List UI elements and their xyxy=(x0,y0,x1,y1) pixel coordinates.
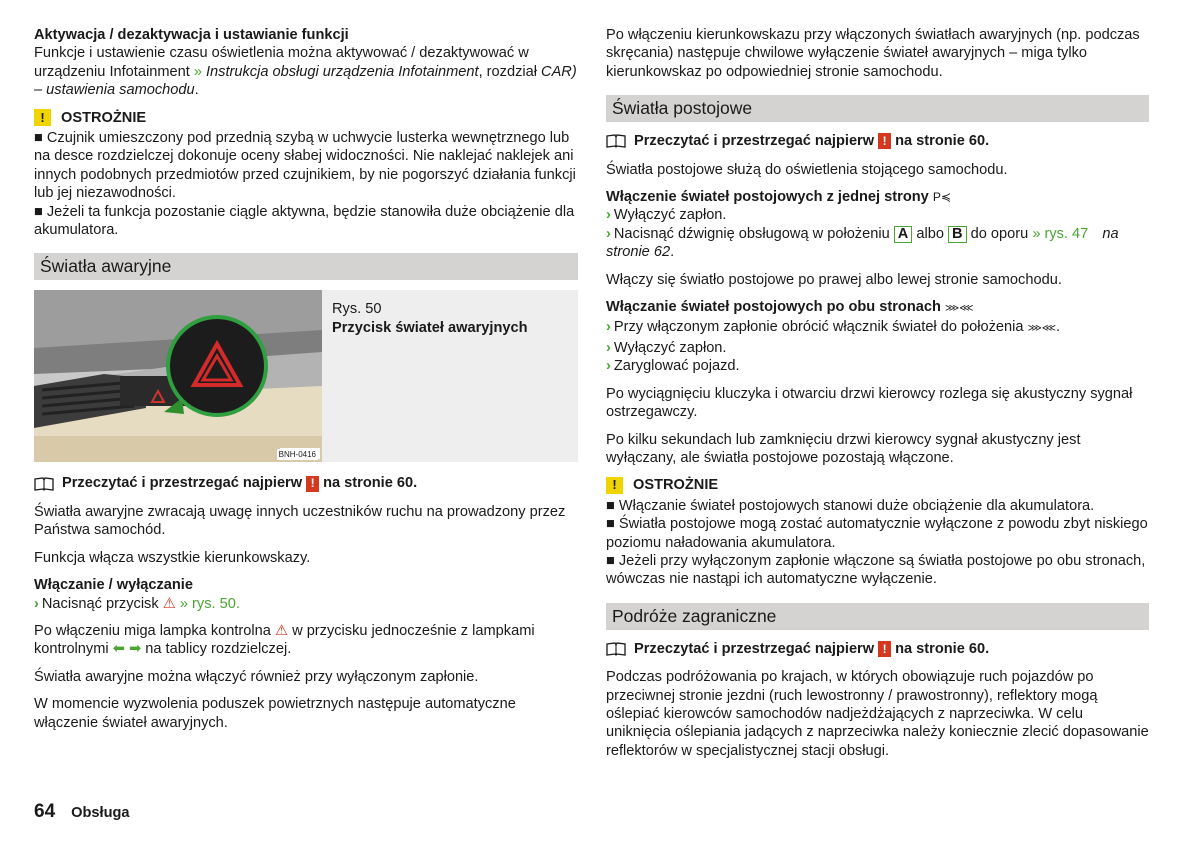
dashboard-illustration xyxy=(34,290,322,462)
figure-title: Przycisk świateł awaryjnych xyxy=(332,319,528,336)
one-side-after: Włączy się światło postojowe po prawej albo lewej stronie samochodu. xyxy=(606,271,1062,288)
activation-end: . xyxy=(194,82,199,99)
read-first-text: Przeczytać i przestrzegać najpierw xyxy=(634,133,875,150)
onoff-step: Nacisnąć przycisk xyxy=(41,595,159,612)
hazard-paragraph-3 xyxy=(34,622,578,659)
activation-link-arrow[interactable]: » xyxy=(193,63,206,80)
travel-paragraph-1: Podczas podróżowania po krajach, w których obowiązuje ruch pojazdów po przeciwnej stronie jezdni (ruch lewostronny / prawostronny), reflektory mogą oślepiać kierowców samochodów nadjeżdżających z naprzeciwka. W celu uniknięcia oślepiania jadących z naprzeciwka należy koniecznie zlecić dopasowanie reflektorów w specjalistycznej stacji obsługi. xyxy=(606,669,1149,759)
read-first-note xyxy=(34,474,578,492)
caution-header xyxy=(606,476,1149,494)
section-hazard-lights: Światła awaryjne xyxy=(34,253,578,280)
both-paragraph-1: Po wyciągnięciu kluczyka i otwarciu drzwi kierowcy rozlega się akustyczny sygnał ostrzegawczy. xyxy=(606,385,1133,421)
hazard-p3b: w przycisku jednocześnie z lampkami kontrolnymi xyxy=(34,622,535,658)
step-arrow-icon: › xyxy=(606,339,611,356)
hazard-triangle-icon: ⚠ xyxy=(274,622,289,639)
hazard-paragraph-5: W momencie wyzwolenia poduszek powietrznych następuje automatyczne włączenie świateł awaryjnych. xyxy=(34,696,516,731)
parking-paragraph-1: Światła postojowe służą do oświetlenia stojącego samochodu. xyxy=(606,161,1008,178)
warning-mark-icon: ! xyxy=(878,641,891,657)
hazard-p3a: Po włączeniu miga lampka kontrolna xyxy=(34,622,271,639)
parking-light-symbol-icon: P≼ xyxy=(932,190,951,205)
one-side-step-2c: do oporu xyxy=(970,225,1029,242)
page-number: 64 xyxy=(34,801,56,822)
read-first-text: Przeczytać i przestrzegać najpierw xyxy=(62,475,303,492)
read-first-note xyxy=(606,640,1149,658)
page-chapter-title: Obsługa xyxy=(71,805,130,821)
step-arrow-icon: › xyxy=(606,319,611,336)
one-side-step-2a: Nacisnąć dźwignię obsługową w położeniu xyxy=(613,225,890,242)
one-side-reference[interactable]: » rys. 47 xyxy=(1032,225,1089,242)
caution-item: ■ Jeżeli przy wyłączonym zapłonie włączone są światła postojowe po obu stronach, wówczas nie nastąpi ich automatyczne wyłączenie. xyxy=(606,552,1146,588)
activation-title: Aktywacja / dezaktywacja i ustawianie funkcji xyxy=(34,27,349,43)
caution-title: OSTROŻNIE xyxy=(61,109,147,126)
caution-list xyxy=(606,497,1149,589)
caution-item: ■ Włączanie świateł postojowych stanowi duże obciążenie dla akumulatora. xyxy=(606,497,1095,514)
onoff-reference[interactable]: » rys. 50. xyxy=(179,595,240,612)
caution-header xyxy=(34,109,578,127)
section-parking-lights: Światła postojowe xyxy=(606,95,1149,122)
turn-signal-icon: ⬅ ➡ xyxy=(112,641,142,658)
both-paragraph-2: Po kilku sekundach lub zamknięciu drzwi kierowcy sygnał akustyczny jest wyłączany, ale światła postojowe pozostają włączone. xyxy=(606,431,1081,466)
warning-icon: ! xyxy=(34,109,51,126)
hazard-button-illustration xyxy=(34,290,322,462)
figure-caption xyxy=(322,290,528,462)
warning-mark-icon: ! xyxy=(878,133,891,149)
hazard-paragraph-1: Światła awaryjne zwracają uwagę innych uczestników ruchu na prowadzony przez Państwa samochód. xyxy=(34,503,566,539)
step-arrow-icon: › xyxy=(606,225,611,242)
activation-text-part-2: , rozdział xyxy=(478,63,542,80)
key-a-badge: A xyxy=(894,226,913,243)
caution-item: ■ Jeżeli ta funkcja pozostanie ciągle aktywna, będzie stanowiła duże obciążenie dla akumulatora. xyxy=(34,203,575,239)
warning-icon: ! xyxy=(606,477,623,494)
warning-mark-icon: ! xyxy=(306,476,319,492)
figure-code: BNH-0416 xyxy=(278,450,316,460)
hazard-p3c: na tablicy rozdzielczej. xyxy=(145,641,292,658)
right-column xyxy=(606,26,1149,769)
read-first-note xyxy=(606,132,1149,150)
book-icon xyxy=(606,134,626,148)
onoff-title: Włączanie / wyłączanie xyxy=(34,577,193,594)
activation-link-text[interactable]: Instrukcja obsługi urządzenia Infotainment xyxy=(206,63,479,80)
read-first-page[interactable]: na stronie 60. xyxy=(895,640,990,657)
left-column xyxy=(34,26,578,741)
both-step-1: Przy włączonym zapłonie obrócić włącznik świateł do położenia xyxy=(613,319,1024,336)
one-side-block: Włączenie świateł postojowych z jednej strony P≼ › Wyłączyć zapłon. › Nacisnąć dźwignię obsługową w położeniu A albo B do oporu » rys. 47 na stronie 62. xyxy=(606,189,1119,261)
one-side-step-1: Wyłączyć zapłon. xyxy=(613,207,727,224)
both-sides-title: Włączanie świateł postojowych po obu stronach xyxy=(606,299,941,316)
both-step-2: Wyłączyć zapłon. xyxy=(613,339,727,356)
step-arrow-icon: › xyxy=(606,207,611,224)
both-sides-block: Włączanie świateł postojowych po obu stronach ⋙⋘ › Przy włączonym zapłonie obrócić włącznik świateł do położenia ⋙⋘. › Wyłączyć zapłon. › Zaryglować pojazd. xyxy=(606,299,1061,375)
caution-list xyxy=(34,129,578,239)
parking-both-symbol-icon: ⋙⋘ xyxy=(944,303,974,315)
figure-number: Rys. 50 xyxy=(332,301,382,318)
hazard-paragraph-4: Światła awaryjne można włączyć również przy wyłączonym zapłonie. xyxy=(34,668,479,685)
one-side-title: Włączenie świateł postojowych z jednej strony xyxy=(606,189,929,206)
read-first-page[interactable]: na stronie 60. xyxy=(323,475,418,492)
onoff-block xyxy=(34,576,578,613)
caution-title: OSTROŻNIE xyxy=(633,477,719,494)
step-arrow-icon: › xyxy=(606,358,611,375)
activation-text xyxy=(34,44,578,99)
section-travel-abroad: Podróże zagraniczne xyxy=(606,603,1149,630)
parking-both-symbol-icon: ⋙⋘ xyxy=(1027,323,1057,335)
page-footer xyxy=(34,803,130,822)
activation-text-part: Funkcje i ustawienie czasu oświetlenia można aktywować / dezaktywować w urządzeniu Infotainment xyxy=(34,45,529,80)
key-b-badge: B xyxy=(948,226,967,243)
book-icon xyxy=(34,477,54,491)
activation-italic-2: CAR) – ustawienia samochodu xyxy=(34,63,577,99)
right-intro: Po włączeniu kierunkowskazu przy włączonych światłach awaryjnych (np. podczas skręcania) następuje chwilowe wyłączenie świateł awaryjnych – miga tylko kierunkowskaz po odpowiedniej stronie samochodu. xyxy=(606,27,1140,80)
one-side-step-2b: albo xyxy=(916,225,944,242)
read-first-text: Przeczytać i przestrzegać najpierw xyxy=(634,640,875,657)
hazard-paragraph-2: Funkcja włącza wszystkie kierunkowskazy. xyxy=(34,549,311,566)
caution-item: ■ Czujnik umieszczony pod przednią szybą w uchwycie lusterka wewnętrznego lub na desce rozdzielczej dokonuje oceny słabej widoczności. Nie naklejać naklejek ani innych podobnych przedmiotów przed czujnikiem, by nie pogorszyć działania funkcji lub jej niezawodności. xyxy=(34,130,576,202)
book-icon xyxy=(606,642,626,656)
caution-item: ■ Światła postojowe mogą zostać automatycznie wyłączone z powodu zbyt niskiego poziomu naładowania akumulatora. xyxy=(606,516,1148,551)
step-arrow-icon: › xyxy=(34,595,39,612)
both-step-3: Zaryglować pojazd. xyxy=(613,358,740,375)
read-first-page[interactable]: na stronie 60. xyxy=(895,133,990,150)
one-side-reference-page: na stronie 62 xyxy=(606,225,1119,261)
figure-50 xyxy=(34,290,578,462)
hazard-triangle-icon: ⚠ xyxy=(162,595,176,612)
